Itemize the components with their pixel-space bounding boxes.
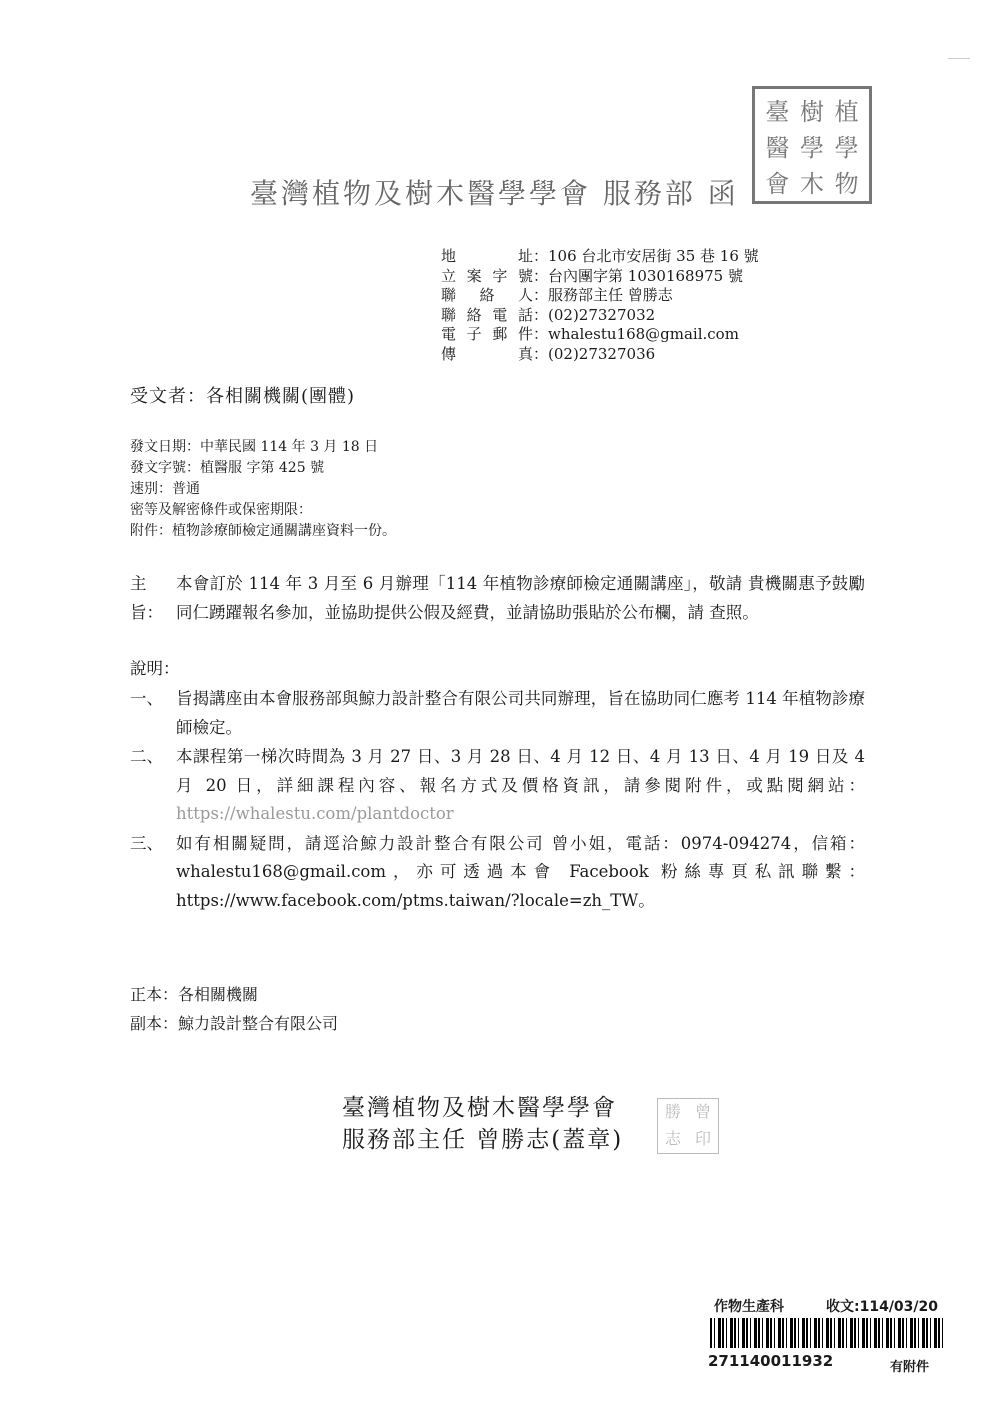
signature-person: 服務部主任 曾勝志(蓋章) bbox=[342, 1127, 624, 1153]
explanation-list bbox=[130, 685, 865, 916]
sender-value: (02)27327032 bbox=[548, 305, 656, 324]
seal-char: 志 bbox=[664, 1129, 681, 1148]
sender-contact-row: 聯絡人 ： 服務部主任 曾勝志 bbox=[441, 286, 673, 304]
sender-registration-row: 立案字號 ： 台內團字第 1030168975 號 bbox=[441, 266, 743, 285]
organization-seal bbox=[752, 86, 872, 204]
barcode bbox=[710, 1318, 946, 1348]
subject-text: 本會訂於 114 年 3 月至 6 月辦理「114 年植物診療師檢定通關講座」，敬請 貴機關惠予鼓勵同仁踴躍報名參加，並協助提供公假及經費，並請協助張貼於公布欄，請 查照。 bbox=[176, 574, 865, 622]
item-text: 旨揭講座由本會服務部與鯨力設計整合有限公司共同辦理，旨在協助同仁應考 114 年植物診療師檢定。 bbox=[176, 689, 865, 737]
subject-row bbox=[130, 570, 865, 627]
sender-label: 立案字號 bbox=[441, 266, 533, 285]
recipient: 受文者：各相關機關(團體) bbox=[130, 386, 356, 407]
sender-value: (02)27327036 bbox=[548, 344, 656, 363]
item-number: 三、 bbox=[130, 833, 163, 853]
list-item bbox=[130, 685, 865, 742]
explanation-heading: 說明： bbox=[130, 659, 180, 678]
signature-block bbox=[342, 1092, 623, 1156]
item-number: 一、 bbox=[130, 689, 163, 708]
document-number: 發文字號：植醫服 字第 425 號 bbox=[130, 460, 325, 476]
original-recipients: 正本：各相關機關 bbox=[130, 985, 259, 1004]
document-title: 臺灣植物及樹木醫學學會 服務部 函 bbox=[250, 177, 739, 210]
personal-seal bbox=[657, 1098, 719, 1154]
sender-email-row: 電子郵件 ： whalestu168@gmail.com bbox=[441, 325, 739, 343]
seal-char: 植 bbox=[834, 98, 859, 126]
sender-label: 聯絡電話 bbox=[441, 305, 533, 324]
sender-label: 聯絡人 bbox=[441, 286, 533, 304]
seal-char: 物 bbox=[834, 170, 859, 198]
priority: 速別：普通 bbox=[130, 481, 200, 497]
sender-info bbox=[441, 247, 759, 364]
seal-char: 樹 bbox=[799, 98, 824, 126]
scan-mark bbox=[948, 58, 970, 59]
sender-value: 台內團字第 1030168975 號 bbox=[548, 266, 743, 285]
seal-char: 醫 bbox=[765, 134, 790, 162]
sender-phone-row: 聯絡電話 ： (02)27327032 bbox=[441, 305, 656, 324]
subject-label: 主旨： bbox=[130, 574, 163, 622]
receipt-date: 收文:114/03/20 bbox=[826, 1299, 939, 1315]
course-website-link[interactable]: https://whalestu.com/plantdoctor bbox=[176, 804, 454, 823]
subject-section bbox=[130, 570, 865, 628]
item-number: 二、 bbox=[130, 747, 163, 766]
receipt-number: 271140011932 bbox=[708, 1352, 834, 1370]
attachment-note: 附件：植物診療師檢定通關講座資料一份。 bbox=[130, 523, 396, 539]
list-item bbox=[130, 743, 865, 829]
seal-char: 臺 bbox=[765, 98, 790, 126]
sender-address-row: 地址 ： 106 台北市安居街 35 巷 16 號 bbox=[441, 247, 759, 265]
list-item bbox=[130, 830, 865, 916]
confidentiality: 密等及解密條件或保密期限： bbox=[130, 502, 312, 518]
item-text: 本課程第一梯次時間為 3 月 27 日、3 月 28 日、4 月 12 日、4 月 13 日、4 月 19 日及 4 月 20 日，詳細課程內容、報名方式及價格資訊，請參閱附件，或點閱網站： bbox=[176, 747, 865, 795]
seal-char: 會 bbox=[765, 170, 790, 198]
sender-value: 服務部主任 曾勝志 bbox=[548, 286, 673, 304]
sender-value: whalestu168@gmail.com bbox=[548, 325, 739, 343]
seal-char: 曾 bbox=[694, 1102, 711, 1121]
issue-date: 發文日期：中華民國 114 年 3 月 18 日 bbox=[130, 439, 379, 455]
sender-value: 106 台北市安居街 35 巷 16 號 bbox=[548, 247, 759, 265]
sender-label: 電子郵件 bbox=[441, 325, 533, 343]
seal-char: 木 bbox=[799, 170, 824, 198]
receipt-department: 作物生產科 bbox=[714, 1299, 784, 1315]
seal-char: 印 bbox=[694, 1129, 711, 1148]
item-text: 如有相關疑問，請逕洽鯨力設計整合有限公司 曾小姐，電話：0974-094274，信箱：whalestu168@gmail.com，亦可透過本會 Facebook 粉絲專頁私訊聯繫：https://www.facebook.com/ptms.taiwan/?locale=zh_TW。 bbox=[176, 833, 865, 910]
seal-char: 學 bbox=[834, 134, 859, 162]
attachment-flag: 有附件 bbox=[890, 1360, 930, 1375]
receipt-stamp bbox=[708, 1290, 948, 1376]
copy-recipients: 副本：鯨力設計整合有限公司 bbox=[130, 1014, 339, 1033]
document-meta bbox=[130, 437, 396, 542]
signature-org: 臺灣植物及樹木醫學學會 bbox=[342, 1095, 617, 1121]
seal-char: 學 bbox=[799, 134, 824, 162]
sender-label: 傳真 bbox=[441, 344, 533, 363]
sender-label: 地址 bbox=[441, 247, 533, 265]
seal-char: 勝 bbox=[664, 1102, 681, 1121]
sender-fax-row: 傳真 ： (02)27327036 bbox=[441, 344, 656, 363]
distribution bbox=[130, 980, 338, 1038]
